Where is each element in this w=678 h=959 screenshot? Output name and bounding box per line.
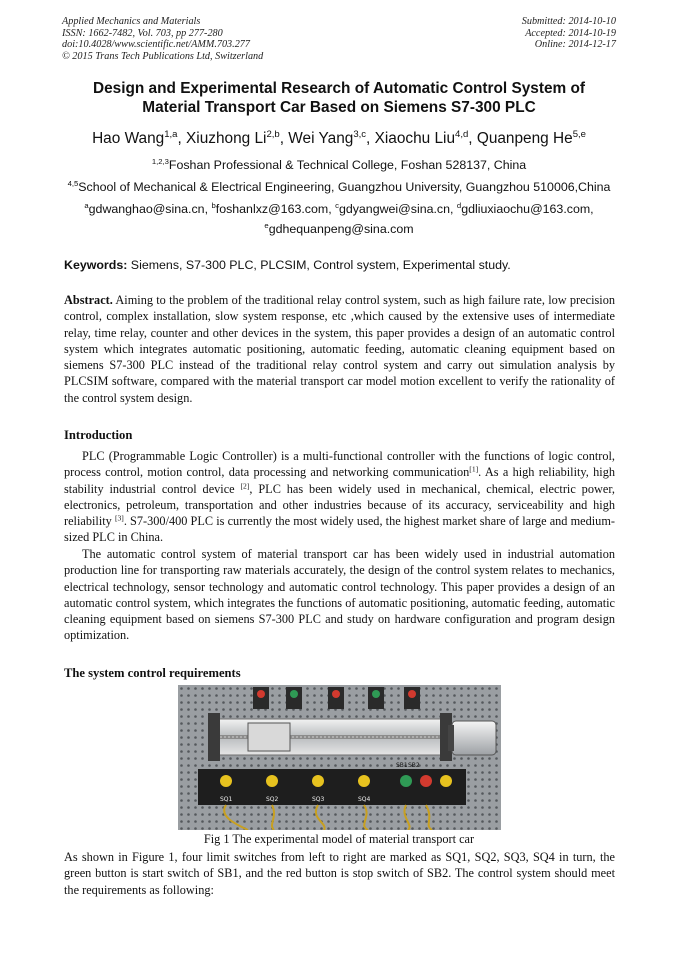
copyright-line: © 2015 Trans Tech Publications Ltd, Switzerland [62, 50, 264, 62]
email-line-2 [40, 222, 638, 236]
doi-line[interactable]: doi:10.4028/www.scientific.net/AMM.703.277 [62, 39, 250, 51]
switch-panel [198, 769, 466, 805]
issn-line: ISSN: 1662-7482, Vol. 703, pp 277-280 [62, 27, 223, 39]
keywords-text: Siemens, S7-300 PLC, PLCSIM, Control system, Experimental study. [127, 258, 511, 272]
citation-ref[interactable]: [1] [469, 464, 479, 474]
affiliation-2: $^{4,5}$School of Mechanical & Electrical Engineering, Guangzhou University, Guangzhou 510006,China [67, 179, 611, 194]
author: Xiuzhong Li$^{2,b}$, [186, 129, 289, 147]
motor [452, 721, 496, 755]
author: Quanpeng He$^{5,e}$ [476, 129, 586, 147]
citation-ref[interactable]: [3] [114, 513, 124, 523]
author: Wei Yang$^{3,c}$, [288, 129, 375, 147]
email[interactable]: $^c$gdyangwei@sina.cn, [335, 201, 457, 216]
figure-transport-car-photo [178, 685, 501, 830]
figure-caption: Fig 1 The experimental model of material transport car [203, 832, 475, 846]
journal-name: Applied Mechanics and Materials [62, 16, 201, 27]
figure-label-sq3: SQ3 [312, 796, 325, 803]
paper-title: Design and Experimental Research of Automatic Control System of Material Transport Car Based on Siemens S7-300 PLC [92, 80, 586, 116]
abstract-label: Abstract. [64, 293, 113, 307]
figure-label-sq4: SQ4 [358, 796, 371, 803]
section-heading-introduction: Introduction [64, 428, 133, 442]
author: Xiaochu Liu$^{4,d}$, [374, 129, 477, 147]
intro-paragraph-2: The automatic control system of material transport car has been widely used in industrial automation production line for transporting raw materials accurately, the design of the control system relates to mechanics, electrical technology, sensor technology and automatic control technology. This paper provides a design of an automatic control system, which integrates the functions of automatic positioning, automatic feeding, automatic cleaning equipment based on siemens S7-300 PLC and study on hardware configuration and program design optimization. [64, 547, 615, 643]
intro-paragraph-1: PLC (Programmable Logic Controller) is a multi-functional controller with the functions of logic control, process control, motion control, data processing and networking communication[1]. As a high reliability, high stability industrial control device [2], PLC has been widely used in mechanical, chemical, electric power, electronics, petroleum, transportation and other industries because of its accuracy, serviceability and high reliability [3]. S7-300/400 PLC is currently the most widely used, the highest market share of large and medium-sized PLC in China. [64, 449, 615, 545]
author-list [40, 130, 638, 148]
email[interactable]: $^b$foshanlxz@163.com, [211, 201, 336, 216]
journal-header [62, 16, 263, 62]
email-line-1 [40, 202, 638, 216]
citation-ref[interactable]: [2] [240, 480, 250, 490]
email[interactable]: $^d$gdliuxiaochu@163.com, [456, 201, 594, 216]
abstract-text: Aiming to the problem of the traditional relay control system, such as high failure rate, low precision control, complex installation, slow system response, etc ,which caused by the extensive uses of intermediate relay, time relay, counter and other devices in the system, this paper provides a design of an automatic control system which integrates automatic positioning, automatic feeding, automatic cleaning equipment based on siemens S7-300 PLC instead of the traditional relay control system and carry out simulation analysis by PLCSIM software, compared with the material transport car model motion excellent to verify the rationality of the control system design. [64, 293, 615, 405]
keywords [64, 258, 624, 272]
figure-label-sq1: SQ1 [220, 796, 233, 803]
keywords-label: Keywords: [64, 258, 128, 272]
email[interactable]: $^a$gdwanghao@sina.cn, [84, 201, 212, 216]
carriage [248, 723, 290, 751]
online-date: Online: 2014-12-17 [534, 39, 616, 51]
dates-header [522, 16, 616, 51]
figure-label-sb2: SB2 [408, 762, 420, 769]
accepted-date: Accepted: 2014-10-19 [525, 27, 616, 39]
affiliation-1: $^{1,2,3}$Foshan Professional & Technical College, Foshan 528137, China [151, 157, 527, 172]
section-heading-requirements: The system control requirements [64, 666, 241, 680]
figure-label-sq2: SQ2 [266, 796, 279, 803]
author: Hao Wang$^{1,a}$, [92, 129, 187, 147]
abstract [64, 292, 615, 406]
figure-label-sb1: SB1 [396, 762, 408, 769]
email[interactable]: $^e$gdhequanpeng@sina.com [264, 221, 414, 236]
submitted-date: Submitted: 2014-10-10 [521, 16, 616, 27]
requirements-paragraph: As shown in Figure 1, four limit switches from left to right are marked as SQ1, SQ2, SQ3, SQ4 in turn, the green button is start switch of SB1, and the red button is stop switch of SB2. The control system should meet the requirements as following: [64, 850, 615, 897]
